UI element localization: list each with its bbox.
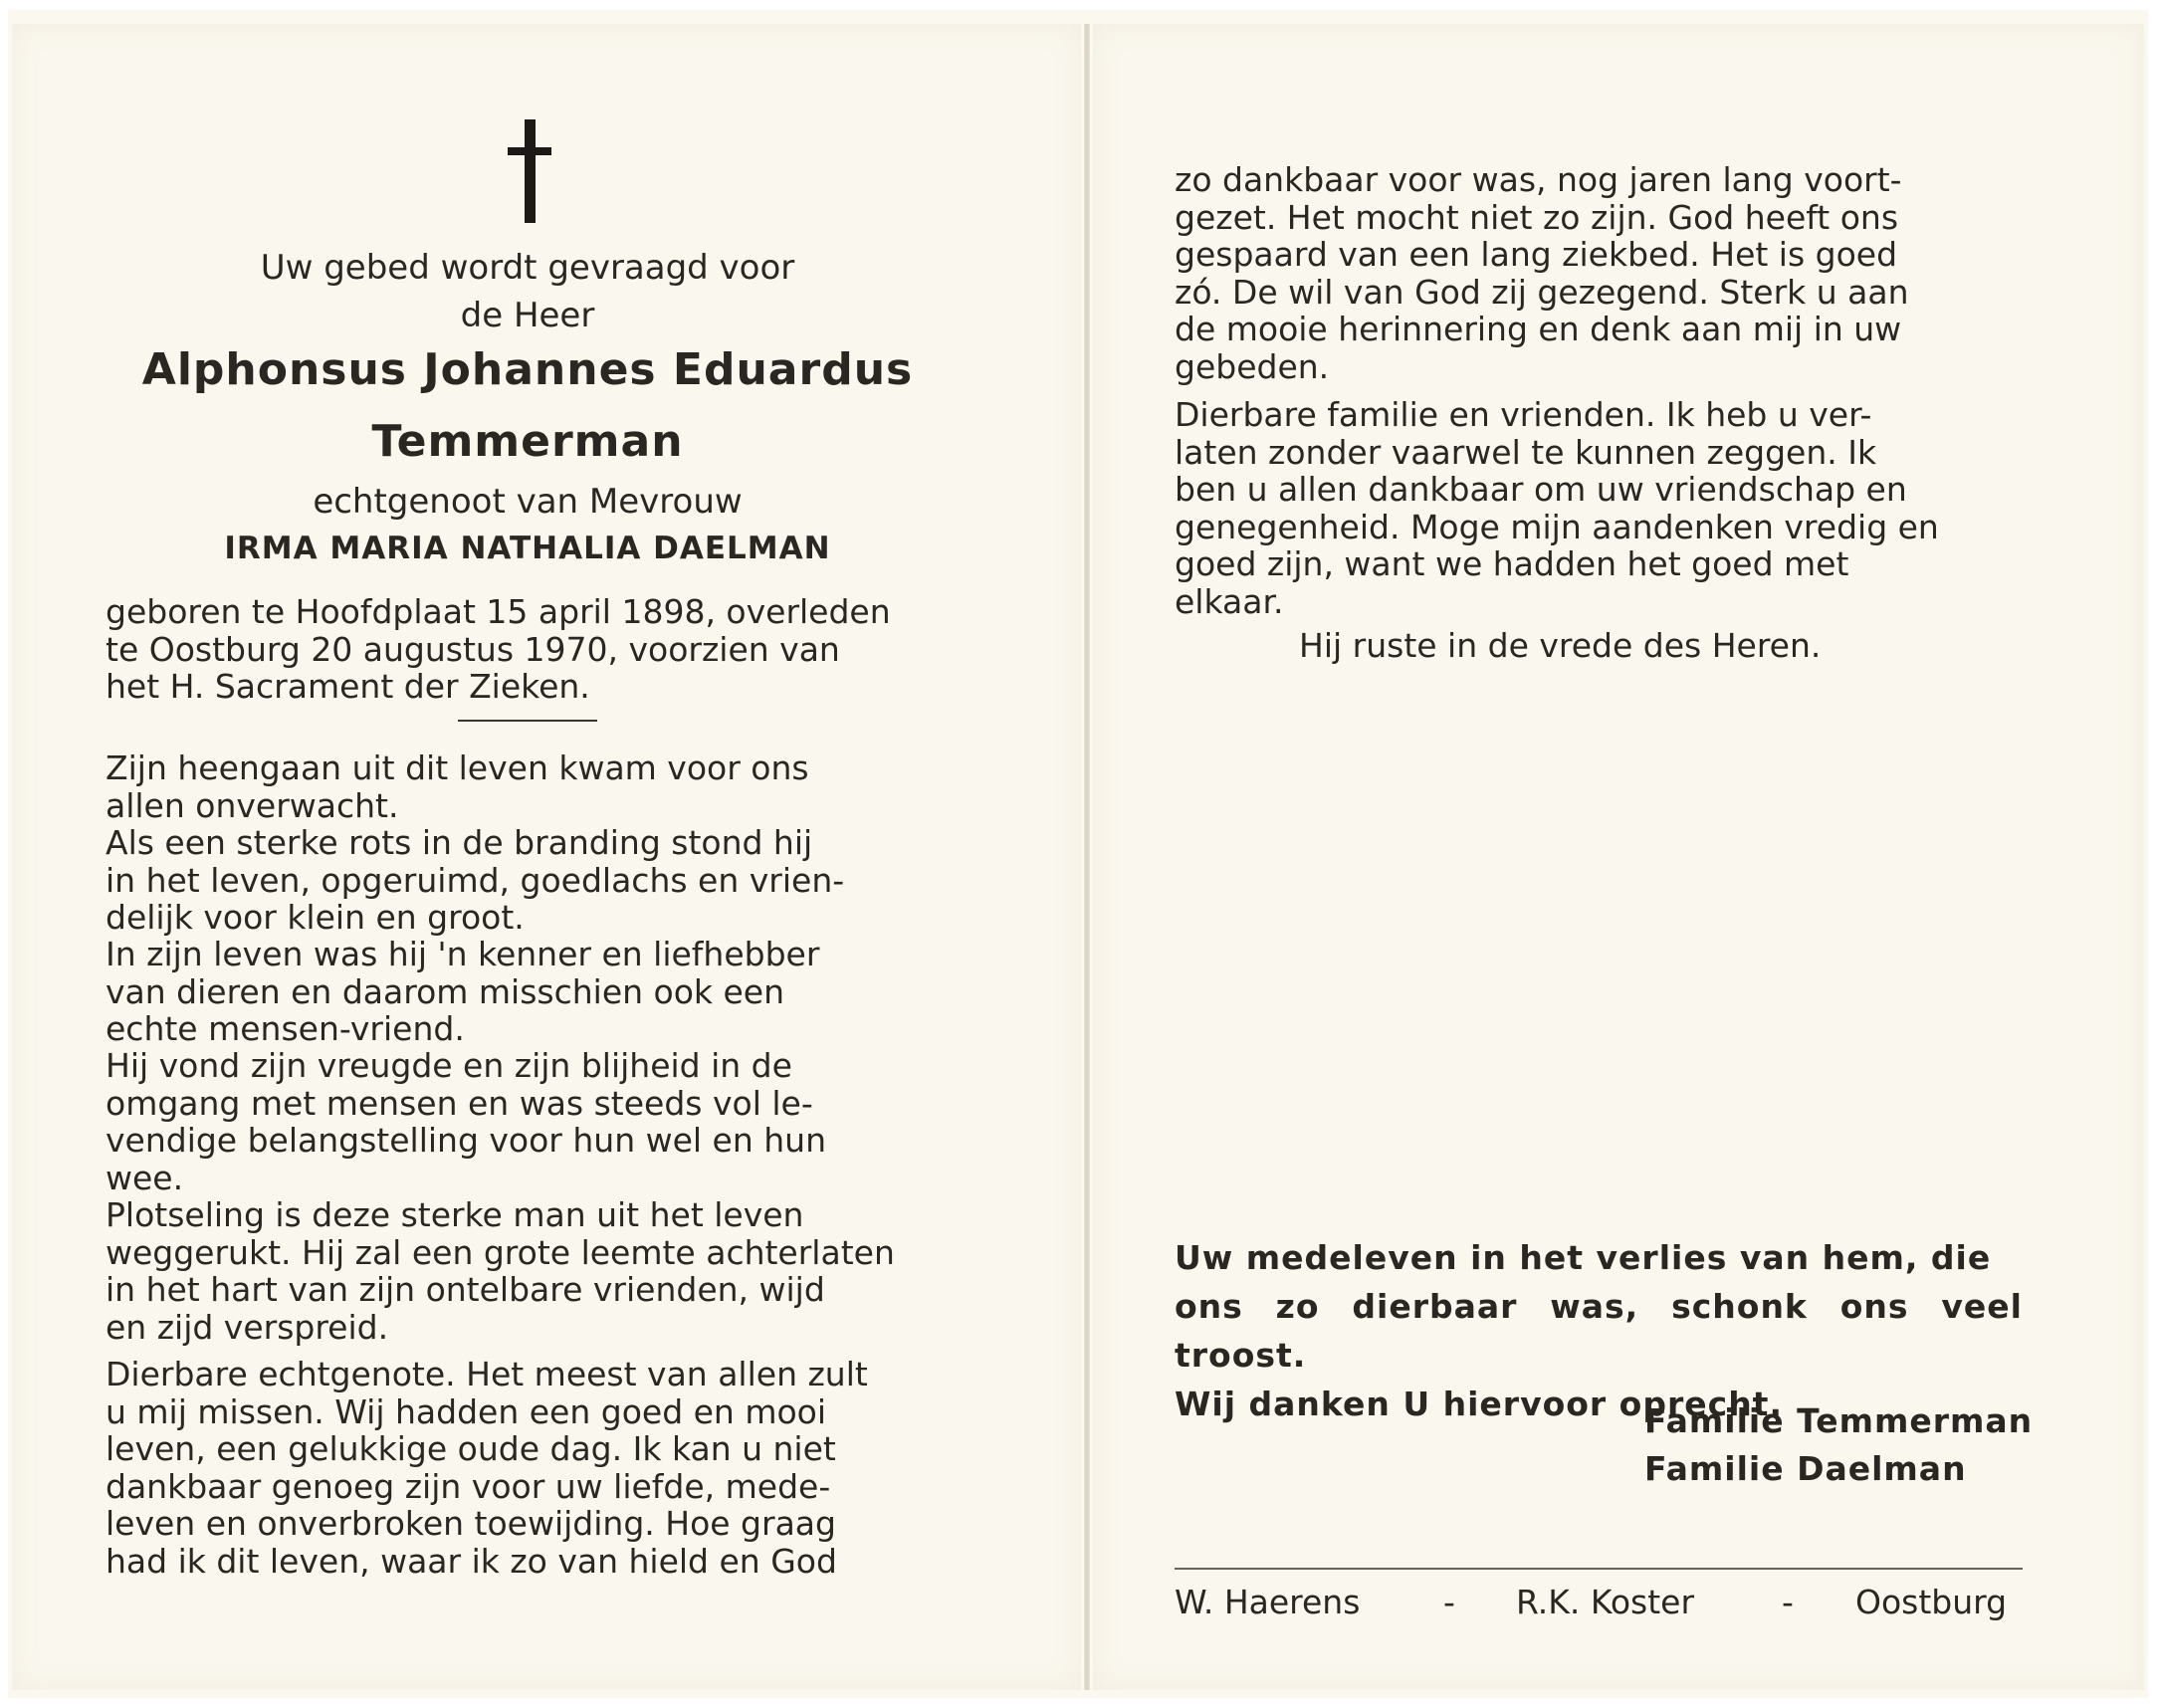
deceased-name-line1: Alphonsus Johannes Eduardus bbox=[141, 344, 914, 395]
paragraph-3: In zijn leven was hij 'n kenner en liefhebber van dieren en daarom misschien ook een echte mensen-vriend. bbox=[106, 935, 820, 1048]
thanks-text: Uw medeleven in het verlies van hem, die ons zo dierbaar was, schonk ons veel troost. Wij danken U hiervoor oprecht. bbox=[1175, 1238, 2023, 1423]
birth-death-text: geboren te Hoofdplaat 15 april 1898, overleden te Oostburg 20 augustus 1970, voorzien van het H. Sacrament der Zieken. bbox=[106, 592, 891, 706]
cross-icon bbox=[508, 119, 551, 223]
printer-city: Oostburg bbox=[1855, 1583, 2008, 1621]
right-paragraph-1: zo dankbaar voor was, nog jaren lang voort- gezet. Het mocht niet zo zijn. God heeft ons gespaard van een lang ziekbed. Het is goed zó. De wil van God zij gezegend. Sterk u aan de mooie herinnering en denk aan mij in uw gebeden. bbox=[1175, 160, 1909, 386]
spouse-intro: echtgenoot van Mevrouw bbox=[313, 482, 743, 522]
paragraph-5: Plotseling is deze sterke man uit het leven weggerukt. Hij zal een grote leemte achterlaten in het hart van zijn ontelbare vrienden, wijd en zijd verspreid. bbox=[106, 1195, 895, 1347]
printer-firm: R.K. Koster bbox=[1516, 1583, 1695, 1621]
divider bbox=[458, 720, 597, 722]
spouse-name: IRMA MARIA NATHALIA DAELMAN bbox=[224, 531, 831, 566]
paragraph-2: Als een sterke rots in de branding stond hij in het leven, opgeruimd, goedlachs en vrien- delijk voor klein en groot. bbox=[106, 823, 845, 937]
separator-2: - bbox=[1782, 1583, 1794, 1621]
card-fold bbox=[1084, 24, 1090, 1690]
separator-1: - bbox=[1443, 1583, 1455, 1621]
paragraph-4: Hij vond zijn vreugde en zijn blijheid in de omgang met mensen en was steeds vol le- vendige belangstelling voor hun wel en hun wee. bbox=[106, 1046, 827, 1197]
footer-rule bbox=[1175, 1568, 2023, 1570]
paragraph-1: Zijn heengaan uit dit leven kwam voor ons allen onverwacht. bbox=[106, 748, 809, 825]
prayer-request: Uw gebed wordt gevraagd voor de Heer bbox=[260, 248, 795, 335]
family-temmerman: Familie Temmerman bbox=[1644, 1401, 2034, 1440]
printer-name: W. Haerens bbox=[1175, 1583, 1361, 1621]
right-paragraph-2: Dierbare familie en vrienden. Ik heb u ver- laten zonder vaarwel te kunnen zeggen. Ik ben u allen dankbaar om uw vriendschap en genegenheid. Moge mijn aandenken vredig en goed zijn, want we hadden het goed met elkaar. bbox=[1175, 395, 1939, 621]
deceased-name-line2: Temmerman bbox=[371, 416, 684, 467]
paragraph-6: Dierbare echtgenote. Het meest van allen zult u mij missen. Wij hadden een goed en mooi leven, een gelukkige oude dag. Ik kan u niet dankbaar genoeg zijn voor uw liefde, mede- leven en onverbroken toewijding. Hoe graag had ik dit leven, waar ik zo van hield en God bbox=[106, 1355, 868, 1581]
family-daelman: Familie Daelman bbox=[1644, 1449, 1967, 1488]
closing-line: Hij ruste in de vrede des Heren. bbox=[1299, 626, 1822, 665]
